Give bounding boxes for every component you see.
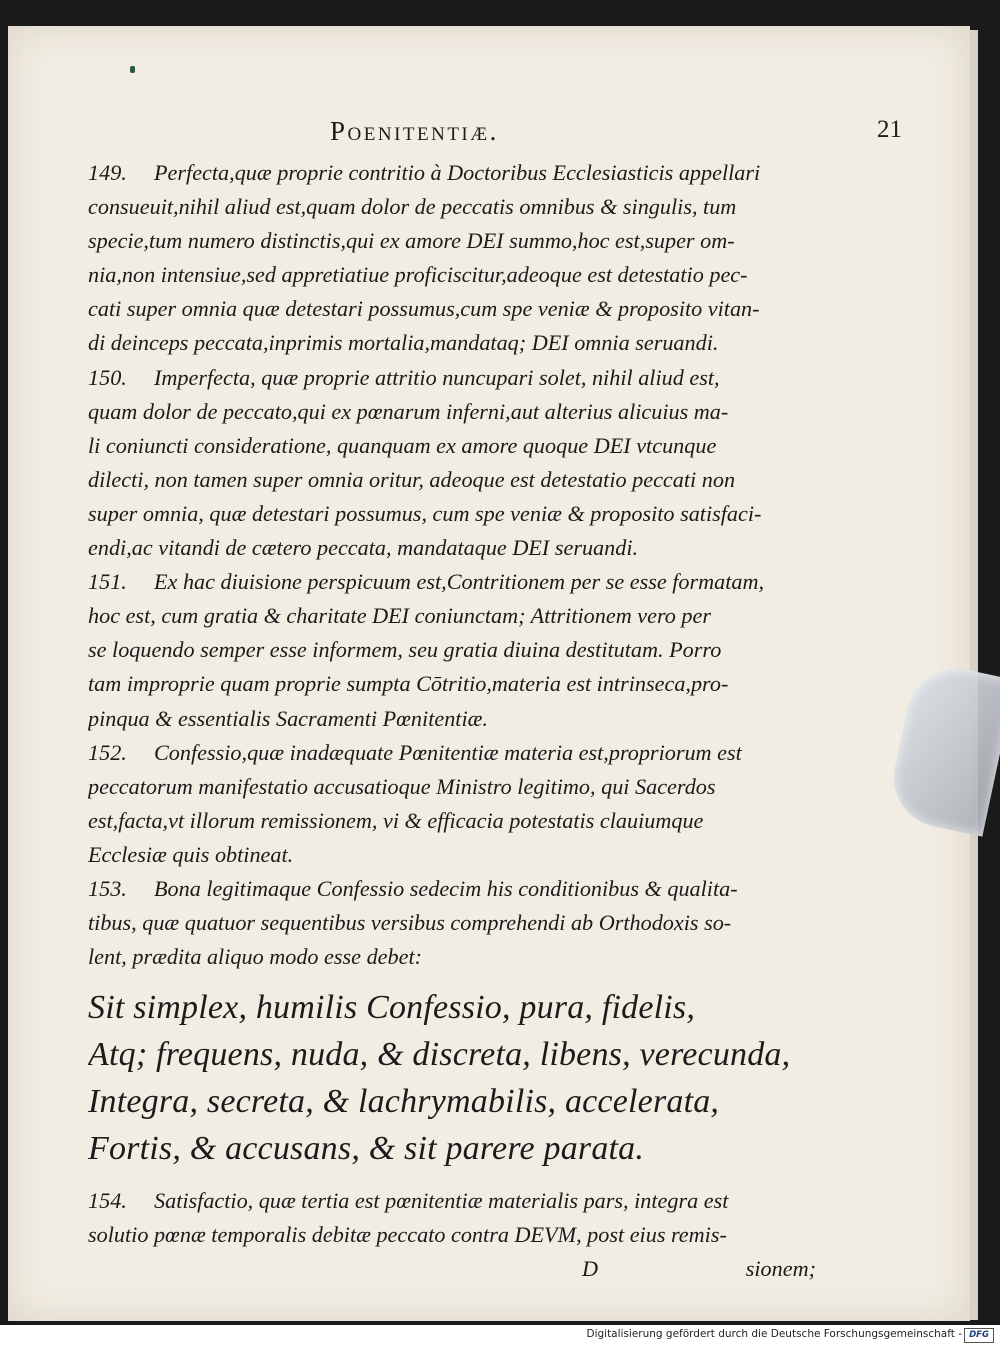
running-head: Poenitentiæ. [330, 116, 499, 146]
ink-spot [130, 66, 135, 73]
text-line: Satisfactio, quæ tertia est pœnitentiæ materialis pars, integra est [154, 1188, 729, 1214]
verse-line: Integra, secreta, & lachrymabilis, accelerata, [88, 1083, 720, 1121]
dfg-logo[interactable]: DFG [964, 1328, 994, 1343]
text-line: hoc est, cum gratia & charitate DEI coniunctam; Attritionem vero per [88, 603, 711, 629]
text-line: lent, prædita aliquo modo esse debet: [88, 944, 423, 970]
text-line: endi,ac vitandi de cætero peccata, mandataque DEI seruandi. [88, 535, 639, 561]
page-header [90, 116, 910, 156]
paragraph-153 [88, 872, 816, 974]
verse-line: Fortis, & accusans, & sit parere parata. [88, 1130, 645, 1168]
text-line: quam dolor de peccato,qui ex pœnarum inferni,aut alterius alicuius ma- [88, 398, 729, 424]
page-number: 21 [877, 116, 902, 143]
verse-line: Sit simplex, humilis Confessio, pura, fidelis, [88, 989, 696, 1027]
catchword: sionem; [745, 1256, 816, 1282]
text-line: dilecti, non tamen super omnia oritur, adeoque est detestatio peccati non [88, 466, 736, 492]
text-line: cati super omnia quæ detestari possumus,cum spe veniæ & proposito vitan- [88, 296, 760, 322]
paragraph-151 [88, 565, 816, 735]
paragraph-149 [88, 156, 816, 361]
page-foot [88, 1252, 816, 1286]
paragraph-number: 153. [88, 875, 127, 901]
paragraph-number: 154. [88, 1188, 127, 1214]
paragraph-150 [88, 361, 816, 566]
text-line: Perfecta,quæ proprie contritio à Doctoribus Ecclesiasticis appellari [154, 160, 761, 185]
verse-block [88, 984, 816, 1172]
text-line: Imperfecta, quæ proprie attritio nuncupari solet, nihil aliud est, [154, 364, 720, 390]
digitization-footer [0, 1325, 1000, 1345]
text-line: tibus, quæ quatuor sequentibus versibus comprehendi ab Orthodoxis so- [88, 910, 732, 936]
text-line: consueuit,nihil aliud est,quam dolor de peccatis omnibus & singulis, tum [88, 194, 737, 220]
footer-credit: Digitalisierung gefördert durch die Deutsche Forschungsgemeinschaft - [586, 1328, 962, 1340]
text-line: nia,non intensiue,sed appretiatiue proficiscitur,adeoque est detestatio pec- [88, 262, 748, 288]
paragraph-number: 152. [88, 739, 127, 765]
verse-line: Atq; frequens, nuda, & discreta, libens, verecunda, [88, 1036, 791, 1074]
text-line: super omnia, quæ detestari possumus, cum spe veniæ & proposito satisfaci- [88, 500, 762, 526]
text-line: tam improprie quam proprie sumpta Cōtritio,materia est intrinseca,pro- [88, 671, 729, 697]
text-line: li coniuncti consideratione, quanquam ex amore quoque DEI vtcunque [88, 432, 717, 458]
text-line: peccatorum manifestatio accusatioque Ministro legitimo, qui Sacerdos [88, 773, 716, 799]
text-line: specie,tum numero distinctis,qui ex amore DEI summo,hoc est,super om- [88, 228, 735, 254]
text-line: Ex hac diuisione perspicuum est,Contritionem per se esse formatam, [154, 569, 765, 595]
paragraph-number: 149. [88, 160, 127, 185]
paragraph-number: 151. [88, 569, 127, 595]
text-line: solutio pœnæ temporalis debitæ peccato contra DEVM, post eius remis- [88, 1222, 727, 1248]
text-line: Bona legitimaque Confessio sedecim his conditionibus & qualita- [154, 875, 738, 901]
text-line: Confessio,quæ inadæquate Pœnitentiæ materia est,propriorum est [154, 739, 742, 765]
text-line: di deinceps peccata,inprimis mortalia,mandataq; DEI omnia seruandi. [88, 330, 719, 356]
paragraph-number: 150. [88, 364, 127, 390]
text-line: Ecclesiæ quis obtineat. [88, 841, 294, 867]
text-line: pinqua & essentialis Sacramenti Pœnitentiæ. [88, 705, 488, 731]
text-line: est,facta,vt illorum remissionem, vi & efficacia potestatis clauiumque [88, 807, 704, 833]
text-line: se loquendo semper esse informem, seu gratia diuina destitutam. Porro [88, 637, 722, 663]
paragraph-152 [88, 736, 816, 872]
signature-mark: D [582, 1256, 599, 1282]
main-text [88, 156, 816, 1286]
paragraph-154 [88, 1184, 816, 1252]
